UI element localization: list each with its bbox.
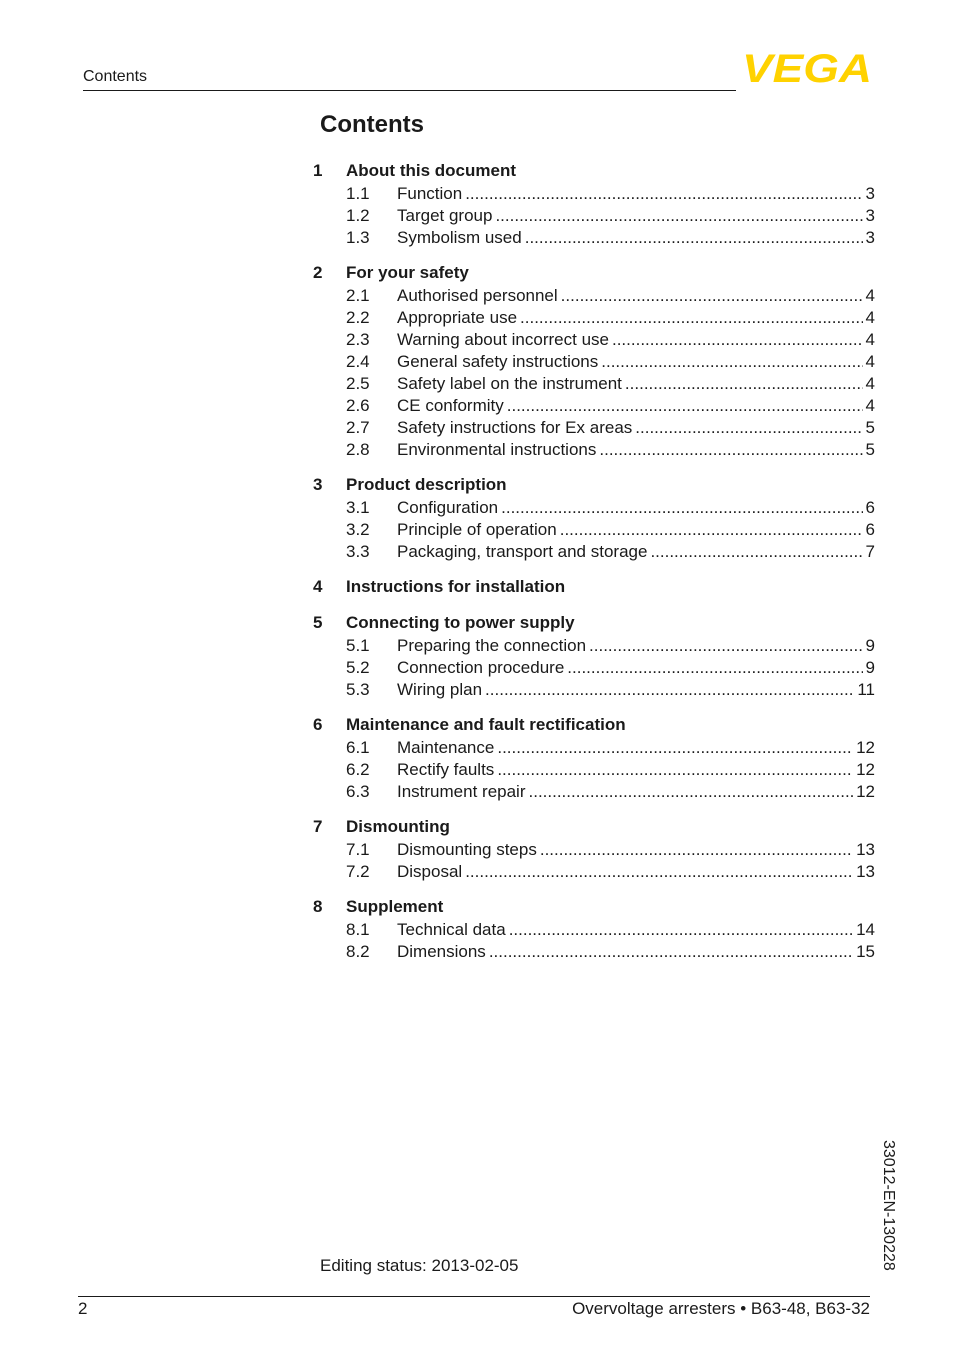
toc-entry[interactable] (313, 351, 875, 373)
dot-leader (465, 862, 853, 882)
header-rule (83, 90, 736, 91)
toc-entry[interactable] (313, 861, 875, 883)
chapter-number: 7 (313, 817, 323, 836)
section-number: 3.1 (346, 498, 370, 517)
footer-rule (78, 1296, 870, 1297)
toc-entry[interactable] (313, 737, 875, 759)
section-title: Disposal (397, 862, 463, 881)
section-number: 5.2 (346, 658, 370, 677)
toc-entry[interactable] (313, 497, 875, 519)
section-page-number: 12 (856, 738, 875, 757)
section-page-number: 5 (865, 418, 875, 437)
footer-product-name: Overvoltage arresters • B63-48, B63-32 (572, 1299, 870, 1318)
section-title: Rectify faults (397, 760, 495, 779)
section-number: 3.2 (346, 520, 370, 539)
page-title: Contents (320, 111, 424, 138)
toc-entry[interactable] (313, 759, 875, 781)
section-page-number: 3 (865, 184, 875, 203)
section-number: 1.2 (346, 206, 370, 225)
dot-leader (489, 942, 853, 962)
section-number: 3.3 (346, 542, 370, 561)
chapter-number: 2 (313, 263, 323, 282)
section-title: Principle of operation (397, 520, 557, 539)
section-title: Wiring plan (397, 680, 483, 699)
dot-leader (650, 542, 862, 562)
dot-leader (560, 520, 863, 540)
toc-entry[interactable] (313, 205, 875, 227)
section-number: 7.2 (346, 862, 370, 881)
toc-chapter-heading[interactable] (313, 895, 875, 919)
chapter-number: 1 (313, 161, 323, 180)
section-title: Authorised personnel (397, 286, 558, 305)
chapter-number: 6 (313, 715, 323, 734)
toc-entry[interactable] (313, 941, 875, 963)
chapter-title: Supplement (346, 897, 444, 916)
toc-entry[interactable] (313, 183, 875, 205)
section-number: 1.3 (346, 228, 370, 247)
section-number: 2.4 (346, 352, 370, 371)
toc-chapter (313, 159, 875, 249)
dot-leader (599, 440, 862, 460)
chapter-title: Instructions for installation (346, 577, 566, 596)
dot-leader (497, 738, 853, 758)
chapter-number: 4 (313, 577, 323, 596)
toc-entry[interactable] (313, 519, 875, 541)
toc-chapter-heading[interactable] (313, 713, 875, 737)
section-title: Preparing the connection (397, 636, 587, 655)
chapter-title: Connecting to power supply (346, 613, 575, 632)
dot-leader (525, 228, 863, 248)
toc-chapter (313, 473, 875, 563)
section-title: Environmental instructions (397, 440, 597, 459)
toc-entry[interactable] (313, 329, 875, 351)
section-page-number: 3 (865, 206, 875, 225)
chapter-title: About this document (346, 161, 516, 180)
toc-chapter-heading[interactable] (313, 159, 875, 183)
section-page-number: 12 (856, 782, 875, 801)
dot-leader (497, 760, 853, 780)
dot-leader (635, 418, 862, 438)
dot-leader (529, 782, 854, 802)
chapter-title: Maintenance and fault rectification (346, 715, 626, 734)
section-number: 5.1 (346, 636, 370, 655)
section-number: 1.1 (346, 184, 370, 203)
section-page-number: 14 (856, 920, 875, 939)
running-header: Contents (83, 68, 148, 85)
toc-entry[interactable] (313, 285, 875, 307)
chapter-title: For your safety (346, 263, 469, 282)
dot-leader (485, 680, 854, 700)
footer-page-number: 2 (78, 1299, 88, 1318)
chapter-number: 8 (313, 897, 323, 916)
section-page-number: 4 (865, 352, 875, 371)
section-page-number: 4 (865, 330, 875, 349)
section-number: 2.6 (346, 396, 370, 415)
dot-leader (509, 920, 853, 940)
toc-chapter (313, 815, 875, 883)
section-title: Symbolism used (397, 228, 522, 247)
dot-leader (601, 352, 862, 372)
section-page-number: 9 (865, 658, 875, 677)
section-title: Connection procedure (397, 658, 565, 677)
section-page-number: 6 (865, 498, 875, 517)
section-title: Technical data (397, 920, 506, 939)
vega-logo (741, 50, 873, 86)
section-number: 5.3 (346, 680, 370, 699)
dot-leader (612, 330, 863, 350)
toc-entry[interactable] (313, 227, 875, 249)
section-title: Maintenance (397, 738, 495, 757)
toc-chapter-heading[interactable] (313, 473, 875, 497)
toc-entry[interactable] (313, 307, 875, 329)
dot-leader (465, 184, 862, 204)
section-title: CE conformity (397, 396, 504, 415)
toc-entry[interactable] (313, 417, 875, 439)
dot-leader (589, 636, 863, 656)
section-number: 2.2 (346, 308, 370, 327)
toc-chapter-heading[interactable] (313, 575, 875, 599)
toc-entry[interactable] (313, 395, 875, 417)
section-title: Safety label on the instrument (397, 374, 622, 393)
section-page-number: 11 (857, 680, 875, 699)
section-title: Safety instructions for Ex areas (397, 418, 633, 437)
section-number: 2.8 (346, 440, 370, 459)
section-page-number: 13 (856, 840, 875, 859)
dot-leader (495, 206, 862, 226)
toc-chapter (313, 261, 875, 461)
toc-chapter-heading[interactable] (313, 261, 875, 285)
section-page-number: 5 (865, 440, 875, 459)
section-title: Appropriate use (397, 308, 518, 327)
section-title: Instrument repair (397, 782, 526, 801)
toc-chapter (313, 611, 875, 701)
document-code: 33012-EN-130228 (880, 1140, 897, 1271)
dot-leader (507, 396, 863, 416)
section-number: 2.3 (346, 330, 370, 349)
section-number: 6.1 (346, 738, 370, 757)
section-title: Configuration (397, 498, 499, 517)
toc-entry[interactable] (313, 439, 875, 461)
chapter-number: 5 (313, 613, 323, 632)
section-page-number: 12 (856, 760, 875, 779)
section-title: Dimensions (397, 942, 486, 961)
toc-chapter-heading[interactable] (313, 611, 875, 635)
toc-entry[interactable] (313, 919, 875, 941)
toc-entry[interactable] (313, 679, 875, 701)
toc-chapter (313, 713, 875, 803)
chapter-title: Dismounting (346, 817, 450, 836)
toc-entry[interactable] (313, 657, 875, 679)
section-title: Warning about incorrect use (397, 330, 609, 349)
toc-chapter (313, 575, 875, 599)
section-page-number: 6 (865, 520, 875, 539)
section-number: 6.3 (346, 782, 370, 801)
section-page-number: 9 (865, 636, 875, 655)
section-title: Packaging, transport and storage (397, 542, 648, 561)
section-number: 2.7 (346, 418, 370, 437)
toc-chapter-heading[interactable] (313, 815, 875, 839)
section-number: 8.2 (346, 942, 370, 961)
section-title: Function (397, 184, 463, 203)
section-title: General safety instructions (397, 352, 599, 371)
section-page-number: 3 (865, 228, 875, 247)
dot-leader (540, 840, 853, 860)
section-title: Dismounting steps (397, 840, 537, 859)
toc-entry[interactable] (313, 373, 875, 395)
toc-entry[interactable] (313, 839, 875, 861)
dot-leader (520, 308, 863, 328)
section-number: 2.5 (346, 374, 370, 393)
toc-entry[interactable] (313, 541, 875, 563)
section-number: 6.2 (346, 760, 370, 779)
section-number: 7.1 (346, 840, 370, 859)
section-number: 8.1 (346, 920, 370, 939)
toc-entry[interactable] (313, 781, 875, 803)
section-page-number: 15 (856, 942, 875, 961)
section-page-number: 4 (865, 396, 875, 415)
vega-logo-text: VEGA (742, 50, 872, 86)
section-page-number: 13 (856, 862, 875, 881)
toc-chapter (313, 895, 875, 963)
dot-leader (501, 498, 862, 518)
section-page-number: 4 (865, 374, 875, 393)
section-title: Target group (397, 206, 493, 225)
table-of-contents (313, 159, 875, 975)
chapter-number: 3 (313, 475, 323, 494)
section-number: 2.1 (346, 286, 370, 305)
section-page-number: 4 (865, 286, 875, 305)
editing-status: Editing status: 2013-02-05 (320, 1256, 519, 1275)
section-page-number: 4 (865, 308, 875, 327)
dot-leader (567, 658, 862, 678)
section-page-number: 7 (865, 542, 875, 561)
chapter-title: Product description (346, 475, 507, 494)
dot-leader (625, 374, 863, 394)
toc-entry[interactable] (313, 635, 875, 657)
dot-leader (561, 286, 863, 306)
